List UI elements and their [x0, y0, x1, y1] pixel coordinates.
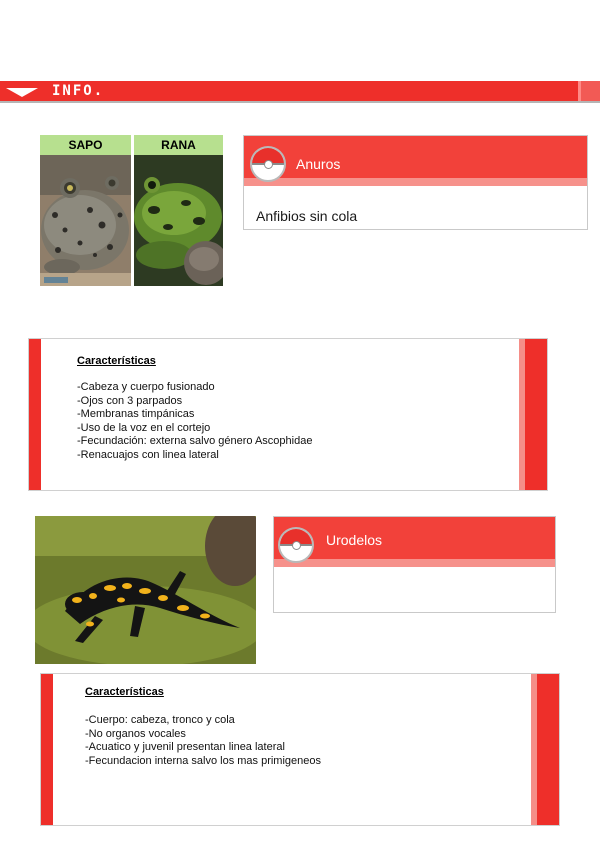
pokeball-icon: [278, 527, 314, 563]
anuros-title: Anuros: [296, 156, 341, 172]
list-item: -No organos vocales: [85, 727, 186, 740]
chevron-down-icon: [6, 88, 38, 97]
urodelos-characteristics-box: [40, 673, 560, 826]
anuros-characteristics-box: [28, 338, 548, 491]
list-item: -Acuatico y juvenil presentan linea lateral: [85, 741, 285, 753]
anuros-characteristics-title: Características: [77, 355, 156, 367]
info-banner: [0, 81, 600, 103]
urodelos-title: Urodelos: [326, 532, 383, 548]
toad-photo: [40, 155, 131, 286]
pokeball-icon: [250, 146, 286, 182]
salamander-photo: [35, 516, 256, 664]
list-item: -Membranas timpánicas: [77, 408, 195, 420]
list-item: -Cuerpo: cabeza, tronco y cola: [85, 714, 235, 726]
frog-label: RANA: [134, 135, 223, 155]
list-item: -Fecundación: externa salvo género Ascophidae: [77, 435, 313, 447]
anuros-card: [243, 135, 588, 230]
list-item: -Ojos con 3 parpados: [77, 394, 183, 407]
frog-photo: [134, 155, 223, 286]
urodelos-card: [273, 516, 556, 613]
banner-title: INFO.: [52, 83, 105, 99]
urodelos-characteristics-list: [85, 714, 321, 768]
banner-end-bar: [578, 81, 600, 101]
list-item: -Uso de la voz en el cortejo: [77, 421, 211, 434]
anuros-characteristics-list: [77, 381, 312, 462]
anuros-description: Anfibios sin cola: [256, 208, 358, 224]
list-item: -Cabeza y cuerpo fusionado: [77, 381, 215, 393]
urodelos-card-header: [274, 517, 555, 559]
list-item: -Renacuajos con linea lateral: [77, 448, 219, 461]
toad-label: SAPO: [40, 135, 131, 155]
list-item: -Fecundacion interna salvo los mas primigeneos: [85, 754, 322, 767]
urodelos-characteristics-title: Características: [85, 686, 164, 698]
